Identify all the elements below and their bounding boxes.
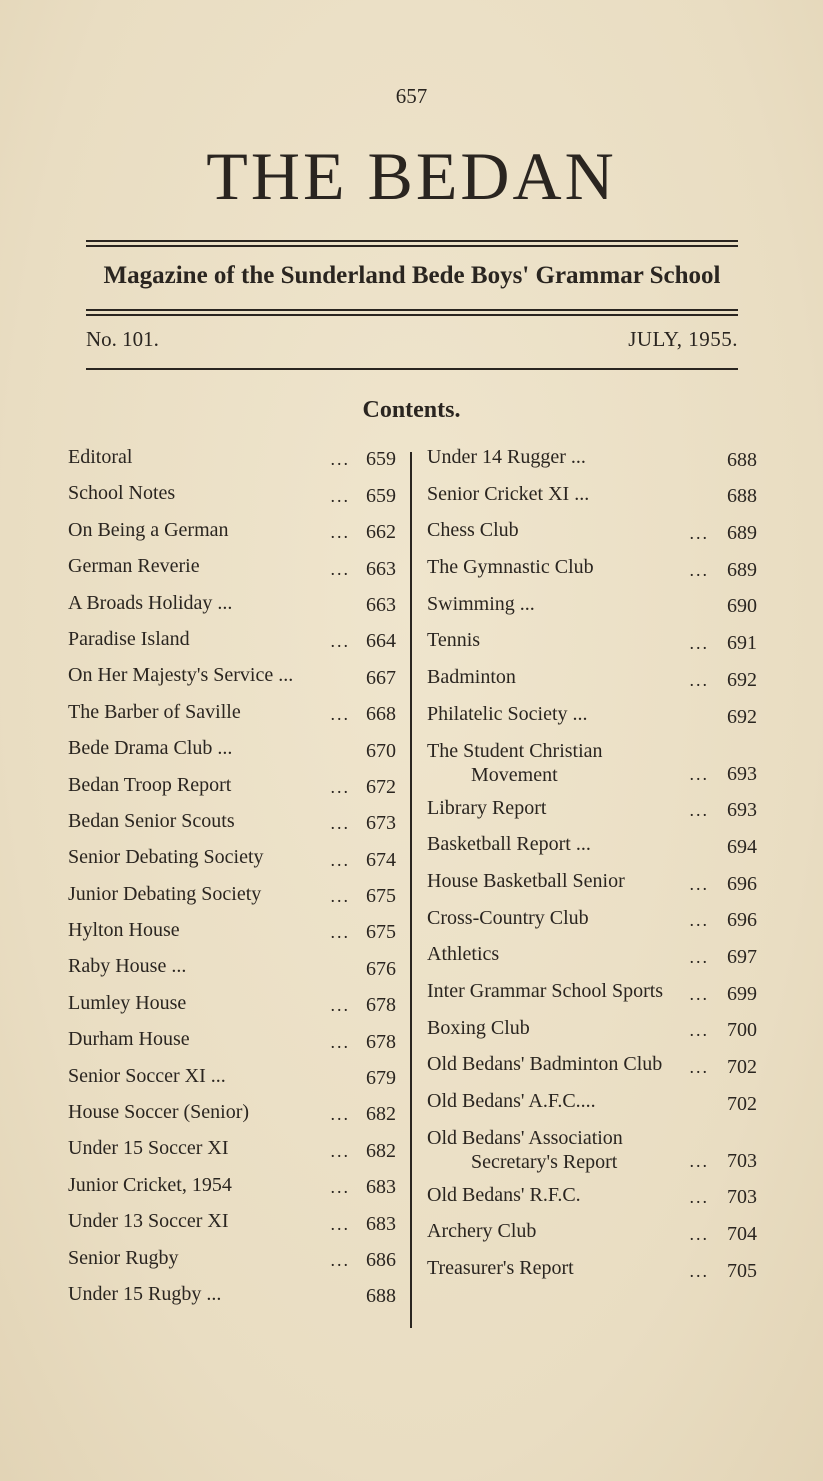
entry-title: Badminton <box>427 666 516 689</box>
entry-page-number: 688 <box>727 485 757 508</box>
contents-entry <box>68 1027 398 1063</box>
contents-entry <box>427 906 757 943</box>
leader-dots: ... <box>689 633 709 654</box>
contents-entry <box>68 554 398 590</box>
contents-entry <box>427 1016 757 1053</box>
entry-title: Library Report <box>427 796 547 819</box>
contents-entry <box>427 796 757 833</box>
contents-entry <box>427 665 757 702</box>
entry-page-number: 689 <box>727 522 757 545</box>
entry-page-number: 678 <box>366 994 396 1017</box>
contents-entry <box>427 592 757 629</box>
leader-dots: ... <box>689 1187 709 1208</box>
entry-title: House Basketball Senior <box>427 869 625 892</box>
entry-page-number: 702 <box>727 1092 757 1115</box>
entry-page-number: 678 <box>366 1030 396 1053</box>
leader-dots: ... <box>330 1177 350 1198</box>
entry-title: Junior Cricket, 1954 <box>68 1173 232 1196</box>
contents-entry <box>68 1064 398 1100</box>
entry-title: Chess Club <box>427 519 519 542</box>
entry-title: A Broads Holiday ... <box>68 591 233 614</box>
entry-title: School Notes <box>68 482 176 505</box>
entry-page-number: 696 <box>727 872 757 895</box>
contents-entry <box>427 482 757 519</box>
contents-entry <box>68 1282 398 1318</box>
entry-title: Paradise Island <box>68 627 190 650</box>
entry-title: Inter Grammar School Sports <box>427 979 664 1002</box>
entry-page-number: 663 <box>366 557 396 580</box>
contents-entry <box>68 736 398 772</box>
entry-title: House Soccer (Senior) <box>68 1101 250 1124</box>
contents-entry <box>427 739 757 796</box>
contents-entry <box>427 445 757 482</box>
leader-dots: ... <box>689 1260 709 1281</box>
contents-entry <box>68 809 398 845</box>
entry-title: Lumley House <box>68 991 187 1014</box>
contents-entry <box>68 627 398 663</box>
issue-date: JULY, 1955. <box>628 327 738 351</box>
leader-dots: ... <box>330 813 350 834</box>
entry-title: Basketball Report ... <box>427 833 591 856</box>
entry-page-number: 693 <box>727 799 757 822</box>
contents-entry <box>68 700 398 736</box>
entry-page-number: 674 <box>366 848 396 871</box>
leader-dots: ... <box>689 1224 709 1245</box>
leader-dots: ... <box>689 800 709 821</box>
entry-page-number: 697 <box>727 945 757 968</box>
entry-page-number: 682 <box>366 1103 396 1126</box>
entry-title: The Gymnastic Club <box>427 556 594 579</box>
leader-dots: ... <box>330 522 350 543</box>
entry-title: The Student Christian <box>427 739 603 762</box>
entry-page-number: 692 <box>727 705 757 728</box>
contents-entry <box>68 1173 398 1209</box>
entry-page-number: 693 <box>727 762 757 785</box>
leader-dots: ... <box>330 1140 350 1161</box>
entry-page-number: 683 <box>366 1176 396 1199</box>
contents-entry <box>68 773 398 809</box>
entry-page-number: 679 <box>366 1067 396 1090</box>
leader-dots: ... <box>330 631 350 652</box>
entry-page-number: 700 <box>727 1019 757 1042</box>
entry-page-number: 692 <box>727 668 757 691</box>
contents-right-column <box>427 445 757 1293</box>
entry-title: The Barber of Saville <box>68 700 241 723</box>
leader-dots: ... <box>689 763 709 784</box>
entry-title: Old Bedans' A.F.C.... <box>427 1090 596 1112</box>
entry-title: Old Bedans' Badminton Club <box>427 1053 663 1076</box>
contents-entry <box>427 1219 757 1256</box>
contents-entry <box>68 1209 398 1245</box>
entry-title-continued: Secretary's Report <box>471 1150 618 1173</box>
leader-dots: ... <box>689 1057 709 1077</box>
entry-title: Old Bedans' R.F.C. <box>427 1183 581 1206</box>
contents-entry <box>427 1052 757 1089</box>
leader-dots: ... <box>689 873 709 894</box>
entry-title: Archery Club <box>427 1220 537 1243</box>
entry-page-number: 668 <box>366 703 396 726</box>
entry-page-number: 673 <box>366 812 396 835</box>
entry-page-number: 688 <box>366 1285 396 1308</box>
entry-page-number: 703 <box>727 1149 757 1172</box>
entry-title: Tennis <box>427 629 481 652</box>
leader-dots: ... <box>689 1150 709 1171</box>
entry-title: On Her Majesty's Service ... <box>68 664 294 687</box>
leader-dots: ... <box>330 1249 350 1270</box>
contents-entry <box>427 1089 757 1126</box>
leader-dots: ... <box>689 983 709 1004</box>
leader-dots: ... <box>330 886 350 907</box>
entry-page-number: 676 <box>366 957 396 980</box>
column-divider <box>410 452 412 1328</box>
contents-entry <box>68 1136 398 1172</box>
entry-page-number: 705 <box>727 1259 757 1282</box>
entry-page-number: 663 <box>366 593 396 616</box>
contents-entry <box>68 882 398 918</box>
contents-left-column <box>68 445 398 1318</box>
leader-dots: ... <box>689 669 709 690</box>
leader-dots: ... <box>689 1020 709 1041</box>
contents-entry <box>68 1246 398 1282</box>
entry-page-number: 694 <box>727 835 757 858</box>
contents-entry <box>68 481 398 517</box>
contents-entry <box>427 1256 757 1293</box>
leader-dots: ... <box>330 922 350 943</box>
entry-title: Under 13 Soccer XI <box>68 1210 229 1233</box>
contents-entry <box>68 663 398 699</box>
leader-dots: ... <box>330 776 350 797</box>
entry-page-number: 662 <box>366 521 396 544</box>
entry-page-number: 696 <box>727 909 757 932</box>
entry-title: Hylton House <box>68 919 180 942</box>
leader-dots: ... <box>689 910 709 931</box>
leader-dots: ... <box>330 1031 350 1052</box>
contents-entry <box>427 555 757 592</box>
leader-dots: ... <box>330 558 350 579</box>
leader-dots: ... <box>330 704 350 725</box>
entry-page-number: 690 <box>727 595 757 618</box>
entry-page-number: 664 <box>366 630 396 653</box>
entry-title: Senior Cricket XI ... <box>427 482 590 505</box>
entry-page-number: 703 <box>727 1186 757 1209</box>
leader-dots: ... <box>330 1213 350 1234</box>
entry-title: On Being a German <box>68 518 229 541</box>
entry-page-number: 702 <box>727 1056 757 1078</box>
leader-dots: ... <box>689 559 709 580</box>
entry-title: Junior Debating Society <box>68 882 262 905</box>
entry-page-number: 699 <box>727 982 757 1005</box>
contents-entry <box>68 918 398 954</box>
entry-title: Athletics <box>427 943 500 966</box>
magazine-subtitle: Magazine of the Sunderland Bede Boys' Grammar School <box>103 262 721 289</box>
entry-page-number: 675 <box>366 885 396 908</box>
entry-page-number: 672 <box>366 775 396 798</box>
entry-page-number: 667 <box>366 666 396 689</box>
entry-page-number: 659 <box>366 448 396 471</box>
leader-dots: ... <box>689 523 709 544</box>
entry-title: Cross-Country Club <box>427 906 589 929</box>
contents-entry <box>68 518 398 554</box>
issue-number: No. 101. <box>86 327 159 351</box>
entry-page-number: 691 <box>727 632 757 655</box>
contents-entry <box>427 979 757 1016</box>
contents-entry <box>427 1126 757 1183</box>
entry-title: Under 15 Rugby ... <box>68 1282 222 1305</box>
top-double-rule <box>86 240 738 247</box>
entry-page-number: 704 <box>727 1223 757 1246</box>
entry-title: Boxing Club <box>427 1016 530 1039</box>
entry-title: Editoral <box>68 446 133 468</box>
contents-entry <box>68 991 398 1027</box>
entry-title: Old Bedans' Association <box>427 1126 623 1149</box>
contents-entry <box>68 591 398 627</box>
entry-title: Senior Debating Society <box>68 846 264 869</box>
contents-entry <box>427 628 757 665</box>
entry-title: Durham House <box>68 1028 190 1051</box>
entry-title: German Reverie <box>68 555 200 578</box>
contents-entry <box>427 832 757 869</box>
bottom-rule <box>86 368 738 370</box>
entry-title: Senior Rugby <box>68 1246 179 1269</box>
masthead-title: THE BEDAN <box>206 138 617 214</box>
leader-dots: ... <box>330 1104 350 1125</box>
contents-entry <box>68 445 398 481</box>
contents-entry <box>427 518 757 555</box>
leader-dots: ... <box>330 449 350 470</box>
entry-page-number: 659 <box>366 484 396 507</box>
middle-double-rule <box>86 309 738 316</box>
entry-title: Under 15 Soccer XI <box>68 1137 229 1160</box>
contents-entry <box>427 942 757 979</box>
contents-entry <box>427 702 757 739</box>
leader-dots: ... <box>330 849 350 870</box>
entry-title: Senior Soccer XI ... <box>68 1064 226 1087</box>
entry-page-number: 675 <box>366 921 396 944</box>
entry-title: Bede Drama Club ... <box>68 737 233 760</box>
entry-title: Bedan Senior Scouts <box>68 809 235 832</box>
entry-page-number: 686 <box>366 1248 396 1271</box>
entry-page-number: 682 <box>366 1139 396 1162</box>
leader-dots: ... <box>689 946 709 967</box>
entry-title: Under 14 Rugger ... <box>427 446 586 468</box>
entry-page-number: 683 <box>366 1212 396 1235</box>
entry-page-number: 670 <box>366 739 396 762</box>
contents-entry <box>427 869 757 906</box>
entry-title-continued: Movement <box>471 763 558 786</box>
entry-title: Swimming ... <box>427 592 535 615</box>
leader-dots: ... <box>330 995 350 1016</box>
contents-entry <box>68 954 398 990</box>
entry-page-number: 689 <box>727 558 757 581</box>
entry-title: Philatelic Society ... <box>427 702 588 725</box>
leader-dots: ... <box>330 485 350 506</box>
contents-entry <box>427 1183 757 1220</box>
entry-title: Raby House ... <box>68 955 187 978</box>
page-number: 657 <box>395 84 428 108</box>
entry-title: Treasurer's Report <box>427 1257 574 1280</box>
contents-entry <box>68 845 398 881</box>
contents-heading: Contents. <box>362 397 461 423</box>
entry-title: Bedan Troop Report <box>68 773 232 796</box>
entry-page-number: 688 <box>727 448 757 471</box>
contents-entry <box>68 1100 398 1136</box>
